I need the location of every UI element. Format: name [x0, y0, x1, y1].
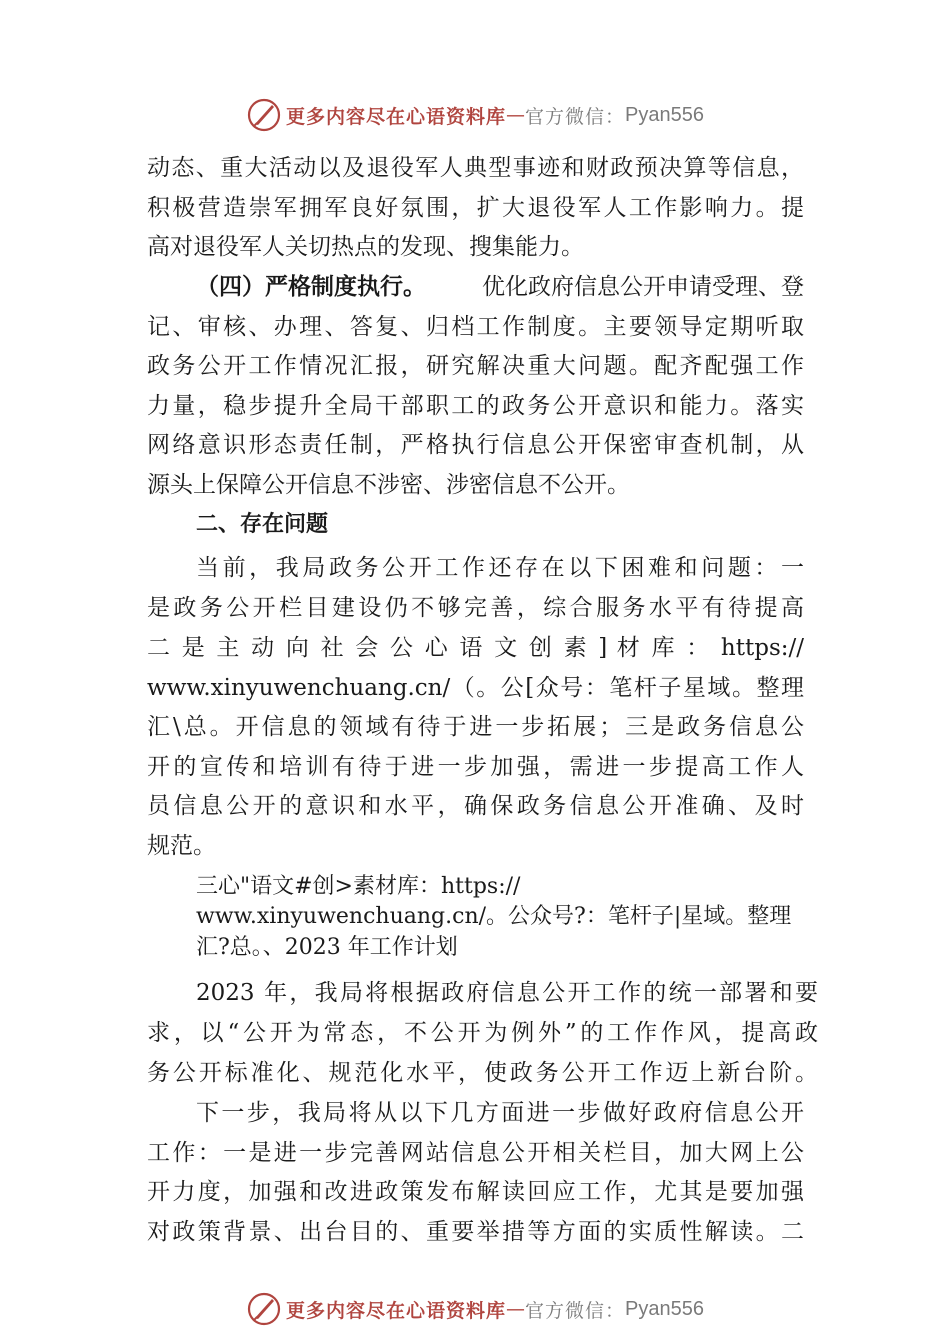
- subsection-title: （四）严格制度执行。: [196, 273, 426, 300]
- text-line: 三心"语文#创>素材库：https://: [196, 874, 521, 899]
- text-line: 源头上保障公开信息不涉密、涉密信息不公开。: [147, 472, 630, 498]
- text-line: 求，以“公开为常态，不公开为例外”的工作作风，提高政: [147, 1020, 818, 1046]
- quill-pen-logo-icon: [246, 1291, 282, 1327]
- text-line: 工作：一是进一步完善网站信息公开相关栏目，加大网上公: [147, 1140, 804, 1166]
- text-line: 二 是 主 动 向 社 会 公 心 语 文 创 素 ] 材 库 ： https://: [147, 635, 804, 661]
- quill-pen-logo-icon: [246, 97, 282, 133]
- header-watermark-banner: [0, 92, 950, 138]
- text-line: 汇?总。、2023 年工作计划: [196, 935, 458, 960]
- text-line: 记、审核、办理、答复、归档工作制度。主要领导定期听取: [147, 314, 804, 340]
- text-line: 规范。: [147, 833, 216, 859]
- text-line: 高对退役军人关切热点的发现、搜集能力。: [147, 234, 584, 260]
- text-line: 务公开标准化、规范化水平，使政务公开工作迈上新台阶。: [147, 1060, 818, 1086]
- banner-red-text: 更多内容尽在心语资料库: [286, 1299, 507, 1322]
- paragraph-line: [196, 272, 804, 302]
- banner-dash: —: [506, 104, 526, 126]
- text-line: 网络意识形态责任制，严格执行信息公开保密审查机制，从: [147, 432, 804, 458]
- text-line: 积极营造崇军拥军良好氛围，扩大退役军人工作影响力。提: [147, 195, 804, 221]
- footer-watermark-banner: [0, 1286, 950, 1332]
- text-line: 2023 年，我局将根据政府信息公开工作的统一部署和要: [196, 980, 818, 1006]
- banner-dash: —: [506, 1298, 526, 1320]
- banner-wechat-id: Pyan556: [625, 1297, 704, 1320]
- text-line: 是政务公开栏目建设仍不够完善，综合服务水平有待提高: [147, 595, 804, 621]
- text-line: 当前，我局政务公开工作还存在以下困难和问题：一: [196, 555, 804, 581]
- text-line: 下一步，我局将从以下几方面进一步做好政府信息公开: [196, 1100, 804, 1126]
- banner-gray-text: 官方微信：: [525, 105, 626, 128]
- text-line: 开力度，加强和改进政策发布解读回应工作，尤其是要加强: [147, 1179, 804, 1205]
- text-line: 政务公开工作情况汇报，研究解决重大问题。配齐配强工作: [147, 353, 804, 379]
- text-line: 汇\总。开信息的领域有待于进一步拓展；三是政务信息公: [147, 714, 804, 740]
- text-line: www.xinyuwenchuang.cn/。公众号?：笔杆子|星域。整理: [196, 904, 792, 929]
- section-heading: 二、存在问题: [196, 512, 329, 537]
- text-line: 对政策背景、出台目的、重要举措等方面的实质性解读。二: [147, 1219, 804, 1245]
- text-line: 力量，稳步提升全局干部职工的政务公开意识和能力。落实: [147, 393, 804, 419]
- text-line: 员信息公开的意识和水平，确保政务信息公开准确、及时: [147, 793, 804, 819]
- text-line: www.xinyuwenchuang.cn/（。公[众号：笔杆子星域。整理: [147, 675, 804, 701]
- banner-wechat-id: Pyan556: [625, 103, 704, 126]
- text-span: 优化政府信息公开申请受理、登: [482, 274, 804, 300]
- banner-gray-text: 官方微信：: [525, 1299, 626, 1322]
- banner-red-text: 更多内容尽在心语资料库: [286, 105, 507, 128]
- text-line: 动态、重大活动以及退役军人典型事迹和财政预决算等信息，: [147, 155, 804, 181]
- text-line: 开的宣传和培训有待于进一步加强，需进一步提高工作人: [147, 754, 804, 780]
